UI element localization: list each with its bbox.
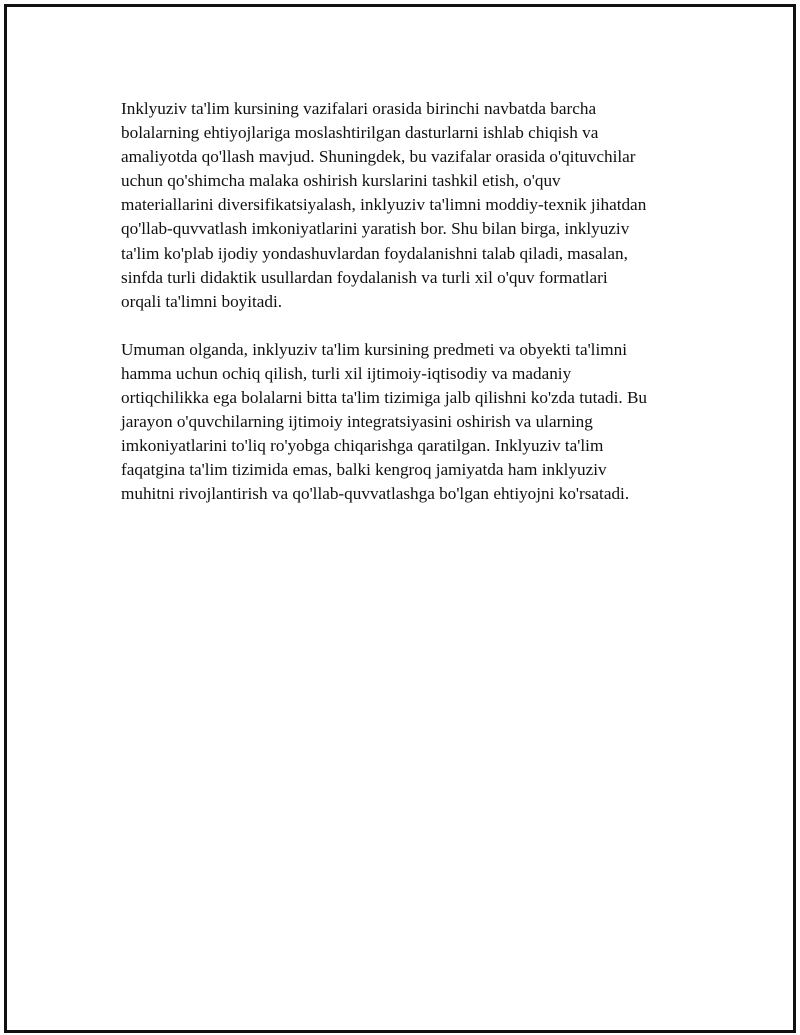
paragraph-1 xyxy=(121,97,691,314)
paragraph-line: muhitni rivojlantirish va qo'llab-quvvatlashga bo'lgan ehtiyojni ko'rsatadi. xyxy=(121,484,630,504)
paragraph-line: ta'lim ko'plab ijodiy yondashuvlardan foydalanishni talab qiladi, masalan, xyxy=(121,243,628,263)
paragraph-line: imkoniyatlarini to'liq ro'yobga chiqarishga qaratilgan. Inklyuziv ta'lim xyxy=(121,436,604,456)
paragraph-line: jarayon o'quvchilarning ijtimoiy integratsiyasini oshirish va ularning xyxy=(121,412,593,432)
paragraph-line: qo'llab-quvvatlash imkoniyatlarini yaratish bor. Shu bilan birga, inklyuziv xyxy=(121,219,630,239)
paragraph-line: Inklyuziv ta'lim kursining vazifalari orasida birinchi navbatda barcha xyxy=(121,99,597,118)
paragraph-line: uchun qo'shimcha malaka oshirish kurslarini tashkil etish, o'quv xyxy=(121,171,561,191)
page-frame xyxy=(4,4,796,1033)
paragraph-2 xyxy=(121,338,691,507)
paragraph-line: Umuman olganda, inklyuziv ta'lim kursining predmeti va obyekti ta'limni xyxy=(121,339,627,359)
paragraph-line: faqatgina ta'lim tizimida emas, balki kengroq jamiyatda ham inklyuziv xyxy=(121,460,607,480)
paragraph-line: materiallarini diversifikatsiyalash, inklyuziv ta'limni moddiy-texnik jihatdan xyxy=(121,195,647,215)
paragraph-line: sinfda turli didaktik usullardan foydalanish va turli xil o'quv formatlari xyxy=(121,267,608,287)
document-body xyxy=(121,97,691,531)
paragraph-line: orqali ta'limni boyitadi. xyxy=(121,291,283,311)
paragraph-line: bolalarning ehtiyojlariga moslashtirilgan dasturlarni ishlab chiqish va xyxy=(121,123,599,143)
paragraph-line: hamma uchun ochiq qilish, turli xil ijtimoiy-iqtisodiy va madaniy xyxy=(121,363,572,383)
paragraph-line: ortiqchilikka ega bolalarni bitta ta'lim tizimiga jalb qilishni ko'zda tutadi. Bu xyxy=(121,388,647,408)
paragraph-line: amaliyotda qo'llash mavjud. Shuningdek, bu vazifalar orasida o'qituvchilar xyxy=(121,147,636,167)
